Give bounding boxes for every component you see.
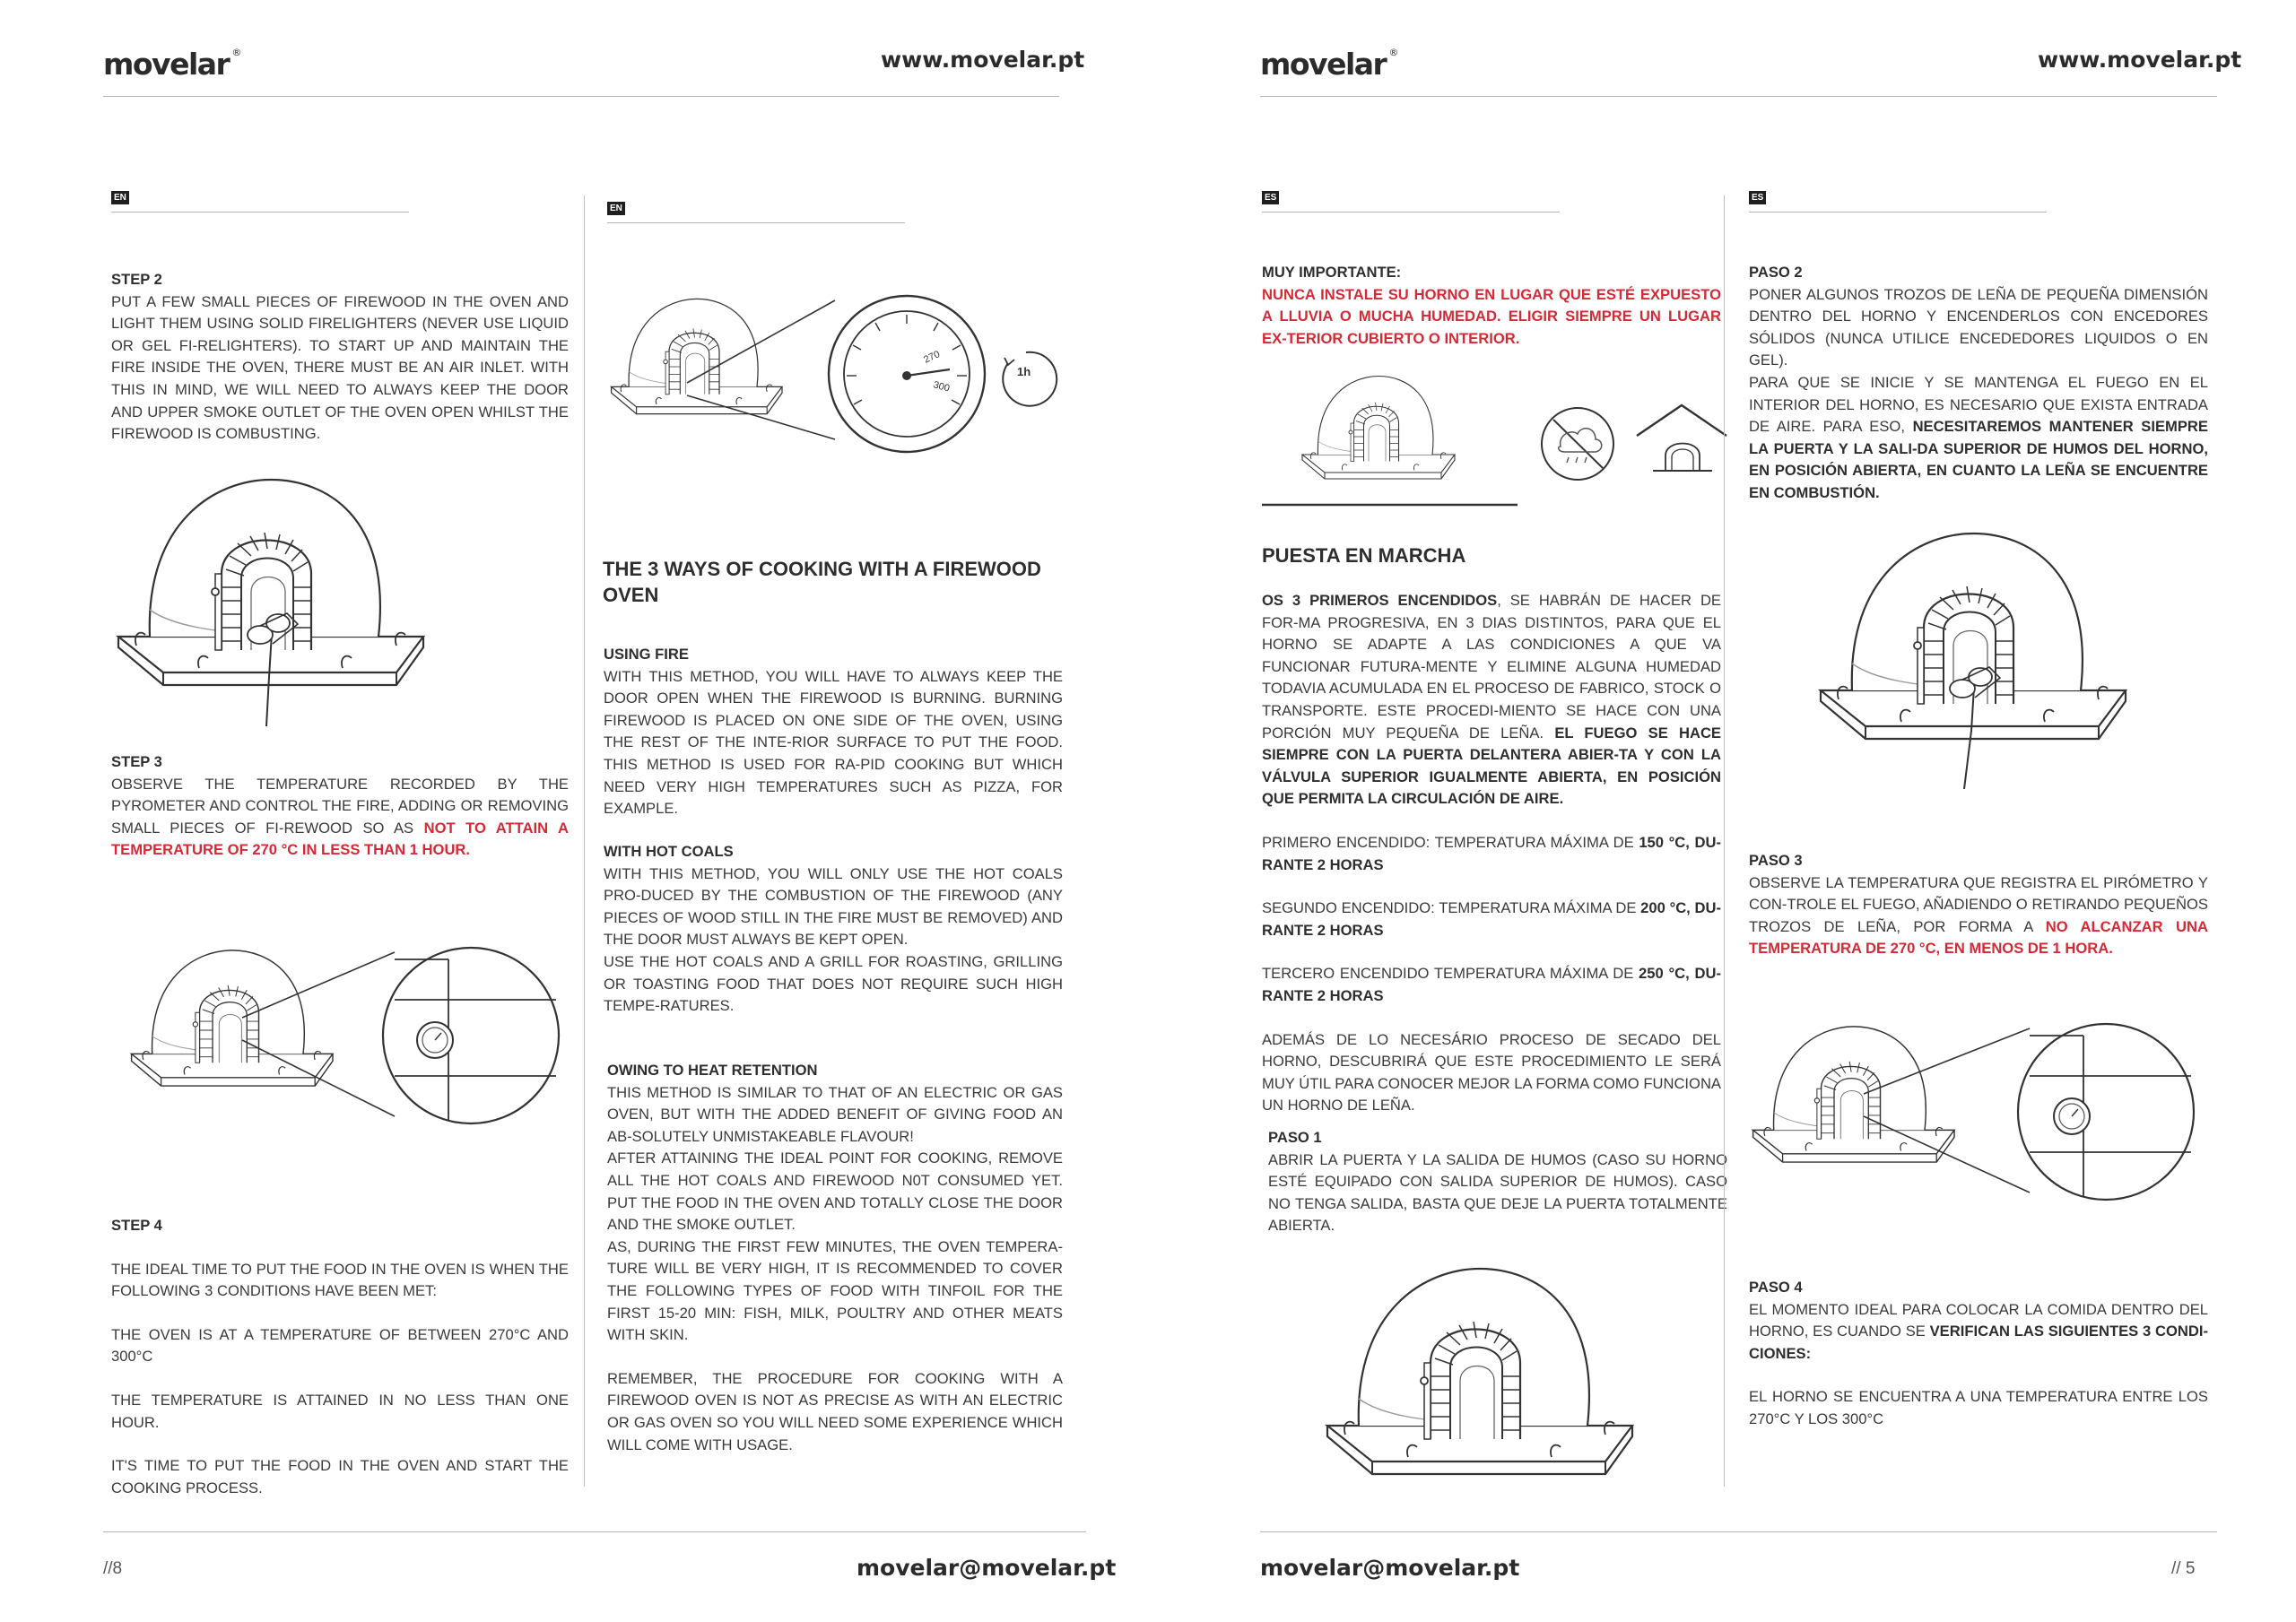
gauge-label-270: 270 — [922, 349, 942, 366]
step3-block — [111, 751, 569, 862]
second-firing-value: 200 °C, DU-RANTE 2 HORAS — [1262, 899, 1721, 939]
intro-bold-lead: OS 3 PRIMEROS ENCENDIDOS — [1262, 592, 1498, 609]
column-divider — [584, 195, 585, 1487]
second-firing-text: SEGUNDO ENCENDIDO: TEMPERATURA MÁXIMA DE — [1262, 899, 1637, 917]
important-title: MUY IMPORTANTE: — [1262, 264, 1402, 281]
oven-illustration-step2 — [109, 466, 432, 726]
step2-title: STEP 2 — [111, 271, 162, 288]
paso4-block — [1749, 1277, 2208, 1431]
step3-title: STEP 3 — [111, 753, 162, 770]
step3-text: OBSERVE THE TEMPERATURE RECORDED BY THE PYROMETER AND CONTROL THE FIRE, ADDING OR REMOVING SMALL PIECES OF FI-REWOOD SO AS — [111, 775, 569, 837]
paso4-title: PASO 4 — [1749, 1279, 1803, 1296]
footer-rule — [103, 1531, 1086, 1532]
using-fire-title: USING FIRE — [604, 646, 689, 663]
step4-paragraph-4: IT'S TIME TO PUT THE FOOD IN THE OVEN AND START THE COOKING PROCESS. — [111, 1457, 569, 1496]
footer-email-left[interactable]: movelar@movelar.pt — [857, 1555, 1117, 1581]
language-label-en-2: EN — [607, 199, 625, 215]
hot-coals-paragraph-2: USE THE HOT COALS AND A GRILL FOR ROASTING, GRILLING OR TOASTING FOOD THAT DOES NOT REQUIRE SUCH HIGH TEMPE-RATURES. — [604, 952, 1063, 1015]
intro-text: , SE HABRÁN DE HACER DE FOR-MA PROGRESIVA, EN 3 DIAS DISTINTOS, PARA QUE EL HORNO SE ADAPTE A LAS CONDICIONES A QUE VA FUNCIONAR FUTURA-MENTE Y ELIMINE ALGUNA HUMEDAD TODAVIA ACUMULADA EN EL PROCESO DE FABRICO, STOCK O TRANSPORTE. ESTE PROCEDI-MIENTO SE HACE CON UNA PORCIÓN MUY PEQUEÑA DE LEÑA. — [1262, 592, 1721, 742]
language-label-es: ES — [1262, 188, 1279, 204]
drying-text: ADEMÁS DE LO NECESÁRIO PROCESO DE SECADO DEL HORNO, DESCUBRIRÁ QUE ESTE PROCEDIMIENTO LE SERÁ MUY ÚTIL PARA CONOCER MEJOR LA FORMA COMO FUNCIONA UN HORNO DE LEÑA. — [1262, 1030, 1721, 1115]
page-number-left: //8 — [103, 1559, 123, 1578]
oven-gauge-timer-illustration — [606, 282, 1073, 462]
brand-logo: movelar ® — [103, 47, 242, 82]
paso3-warning: NO ALCANZAR UNA TEMPERATURA DE 270 °C, EN MENOS DE 1 HORA. — [1749, 917, 2208, 958]
oven-pyrometer-illustration-paso3 — [1747, 1018, 2213, 1215]
important-warning: NUNCA INSTALE SU HORNO EN LUGAR QUE ESTÉ EXPUESTO A LLUVIA O MUCHA HUMEDAD. ELIGIR SIEMPRE UN LUGAR EX-TERIOR CUBIERTO O INTERIOR. — [1262, 285, 1721, 347]
hot-coals-title: WITH HOT COALS — [604, 843, 734, 860]
step4-paragraph-3: THE TEMPERATURE IS ATTAINED IN NO LESS THAN ONE HOUR. — [111, 1391, 569, 1431]
oven-pyrometer-illustration-step3 — [126, 941, 574, 1139]
right-page — [1148, 0, 2296, 1622]
paso2-title: PASO 2 — [1749, 264, 1803, 281]
paso2-text: PONER ALGUNOS TROZOS DE LEÑA DE PEQUEÑA DIMENSIÓN DENTRO DEL HORNO Y ENCENDERLOS CON ENCEDORES SÓLIDOS (NUNCA UTILICE ENCEDEDORES LIQUIDOS O EN GEL). — [1749, 285, 2208, 369]
first-firing-text: PRIMERO ENCENDIDO: TEMPERATURA MÁXIMA DE — [1262, 833, 1634, 851]
heat-retention-block — [607, 1060, 1063, 1456]
paso3-text: OBSERVE LA TEMPERATURA QUE REGISTRA EL PIRÓMETRO Y CON-TROLE EL FUEGO, AÑADIENDO O RETIRANDO PEQUEÑOS TROZOS DE LEÑA, POR FORMA A — [1749, 873, 2208, 935]
step4-paragraph-1: THE IDEAL TIME TO PUT THE FOOD IN THE OVEN IS WHEN THE FOLLOWING 3 CONDITIONS HAVE BEEN MET: — [111, 1260, 569, 1300]
using-fire-block — [604, 644, 1063, 820]
oven-illustration-paso1 — [1318, 1255, 1641, 1479]
paso1-text: ABRIR LA PUERTA Y LA SALIDA DE HUMOS (CASO SU HORNO ESTÉ EQUIPADO CON SALIDA SUPERIOR DE HUMOS). CASO NO TENGA SALIDA, BASTA QUE DEJE LA PUERTA TOTALMENTE ABIERTA. — [1268, 1150, 1727, 1235]
header-url[interactable]: www.movelar.pt — [881, 47, 1085, 73]
heat-retention-paragraph-3: AS, DURING THE FIRST FEW MINUTES, THE OVEN TEMPERA-TURE WILL BE VERY HIGH, IT IS RECOMMENDED TO COVER THE FOLLOWING TYPES OF FOOD WITH TINFOIL FOR THE FIRST 15-20 MIN: FISH, MILK, POULTRY AND OTHER MEATS WITH SKIN. — [607, 1237, 1063, 1344]
step2-text: PUT A FEW SMALL PIECES OF FIREWOOD IN THE OVEN AND LIGHT THEM USING SOLID FIRELIGHTERS (NEVER USE LIQUID OR GEL FI-RELIGHTERS). TO START UP AND MAINTAIN THE FIRE INSIDE THE OVEN, THERE MUST BE AN AIR INLET. WITH THIS IN MIND, WE WILL NEED TO ALWAYS KEEP THE DOOR AND UPPER SMOKE OUTLET OF THE OVEN OPEN WHILST THE FIREWOOD IS COMBUSTING. — [111, 292, 569, 443]
heat-retention-paragraph-4: REMEMBER, THE PROCEDURE FOR COOKING WITH A FIREWOOD OVEN IS NOT AS PRECISE AS WITH AN ELECTRIC OR GAS OVEN SO YOU WILL NEED SOME EXPERIENCE WHICH WILL COME WITH USAGE. — [607, 1369, 1063, 1453]
step4-title: STEP 4 — [111, 1217, 162, 1234]
section-title-es: PUESTA EN MARCHA — [1262, 544, 1466, 567]
header-rule — [103, 96, 1059, 97]
intro-bold-instruction: EL FUEGO SE HACE SIEMPRE CON LA PUERTA DELANTERA ABIER-TA Y CON LA VÁLVULA SUPERIOR IGUALMENTE ABIERTA, EN POSICIÓN QUE PERMITA LA CIRCULACIÓN DE AIRE. — [1262, 724, 1721, 808]
footer-rule-right — [1260, 1531, 2217, 1532]
first-firing-value: 150 °C, DU-RANTE 2 HORAS — [1262, 833, 1721, 873]
language-label-es-2: ES — [1749, 188, 1766, 204]
header-rule-right — [1260, 96, 2217, 97]
using-fire-text: WITH THIS METHOD, YOU WILL HAVE TO ALWAYS KEEP THE DOOR OPEN WHEN THE FIREWOOD IS BURNING. BURNING FIREWOOD IS PLACED ON ONE SIDE OF THE OVEN, USING THE REST OF THE INTE-RIOR SURFACE TO PUT THE FOOD. THIS METHOD IS USED FOR RA-PID COOKING BUT WHICH NEED VERY HIGH TEMPERATURES SUCH AS PIZZA, FOR EXAMPLE. — [604, 667, 1063, 818]
important-block — [1262, 262, 1721, 350]
paso1-block — [1268, 1127, 1727, 1237]
oven-illustration-paso2 — [1812, 520, 2135, 789]
paso4-text: EL MOMENTO IDEAL PARA COLOCAR LA COMIDA DENTRO DEL HORNO, ES CUANDO SE — [1749, 1300, 2208, 1340]
hot-coals-block — [604, 841, 1063, 1018]
paso3-block — [1749, 850, 2208, 960]
column-divider-right — [1724, 195, 1725, 1487]
footer-email-right[interactable]: movelar@movelar.pt — [1260, 1555, 1520, 1581]
step3-warning: NOT TO ATTAIN A TEMPERATURE OF 270 °C IN LESS THAN 1 HOUR. — [111, 819, 569, 859]
timer-label: 1h — [1017, 365, 1031, 378]
step4-paragraph-2: THE OVEN IS AT A TEMPERATURE OF BETWEEN 270°C AND 300°C — [111, 1325, 569, 1366]
shelter-roof-icon — [1637, 405, 1726, 436]
heat-retention-paragraph-2: AFTER ATTAINING THE IDEAL POINT FOR COOKING, REMOVE ALL THE HOT COALS AND FIREWOOD N0T CONSUMED YET. PUT THE FOOD IN THE OVEN AND TOTALLY CLOSE THE DOOR AND THE SMOKE OUTLET. — [607, 1149, 1063, 1234]
heat-retention-title: OWING TO HEAT RETENTION — [607, 1062, 818, 1079]
paso4-bold: VERIFICAN LAS SIGUIENTES 3 CONDI-CIONES: — [1749, 1323, 2208, 1362]
step2-block — [111, 269, 569, 446]
step4-block — [111, 1215, 569, 1499]
brand-logo-right: movelar ® — [1260, 47, 1399, 82]
indoor-installation-illustration — [1262, 368, 1728, 511]
paso1-title: PASO 1 — [1268, 1129, 1322, 1146]
third-firing-value: 250 °C, DU-RANTE 2 HORAS — [1262, 965, 1721, 1004]
paso2-block — [1749, 262, 2208, 505]
gauge-label-300: 300 — [932, 379, 952, 395]
section-title-en: THE 3 WAYS OF COOKING WITH A FIREWOOD OVEN — [603, 558, 1041, 606]
third-firing-text: TERCERO ENCENDIDO TEMPERATURA MÁXIMA DE — [1262, 965, 1634, 983]
hot-coals-paragraph-1: WITH THIS METHOD, YOU WILL ONLY USE THE HOT COALS PRO-DUCED BY THE COMBUSTION OF THE FIREWOOD (ANY PIECES OF WOOD STILL IN THE FIRE MUST BE REMOVED) AND THE DOOR MUST ALWAYS BE KEPT OPEN. — [604, 864, 1063, 949]
paso3-title: PASO 3 — [1749, 852, 1803, 869]
page-number-right: // 5 — [2171, 1559, 2196, 1578]
paso4-paragraph-2: EL HORNO SE ENCUENTRA A UNA TEMPERATURA ENTRE LOS 270°C Y LOS 300°C — [1749, 1388, 2208, 1427]
header-url-right[interactable]: www.movelar.pt — [2038, 47, 2242, 73]
heat-retention-paragraph-1: THIS METHOD IS SIMILAR TO THAT OF AN ELECTRIC OR GAS OVEN, BUT WITH THE ADDED BENEFIT OF GIVING FOOD AN AB-SOLUTELY UNMISTAKEABLE FLAVOUR! — [607, 1083, 1063, 1145]
startup-intro — [1262, 590, 1721, 1117]
paso2-bold: NECESITAREMOS MANTENER SIEMPRE LA PUERTA Y LA SALI-DA SUPERIOR DE HUMOS DEL HORNO, EN POSICIÓN ABIERTA, EN CUANTO LA LEÑA SE ENCUENTRE EN COMBUSTIÓN. — [1749, 418, 2208, 501]
language-label-en: EN — [111, 188, 129, 204]
paso2-text-2: PARA QUE SE INICIE Y SE MANTENGA EL FUEGO EN EL INTERIOR DEL HORNO, ES NECESARIO QUE EXISTA ENTRADA DE AIRE. PARA ESO, — [1749, 373, 2208, 436]
